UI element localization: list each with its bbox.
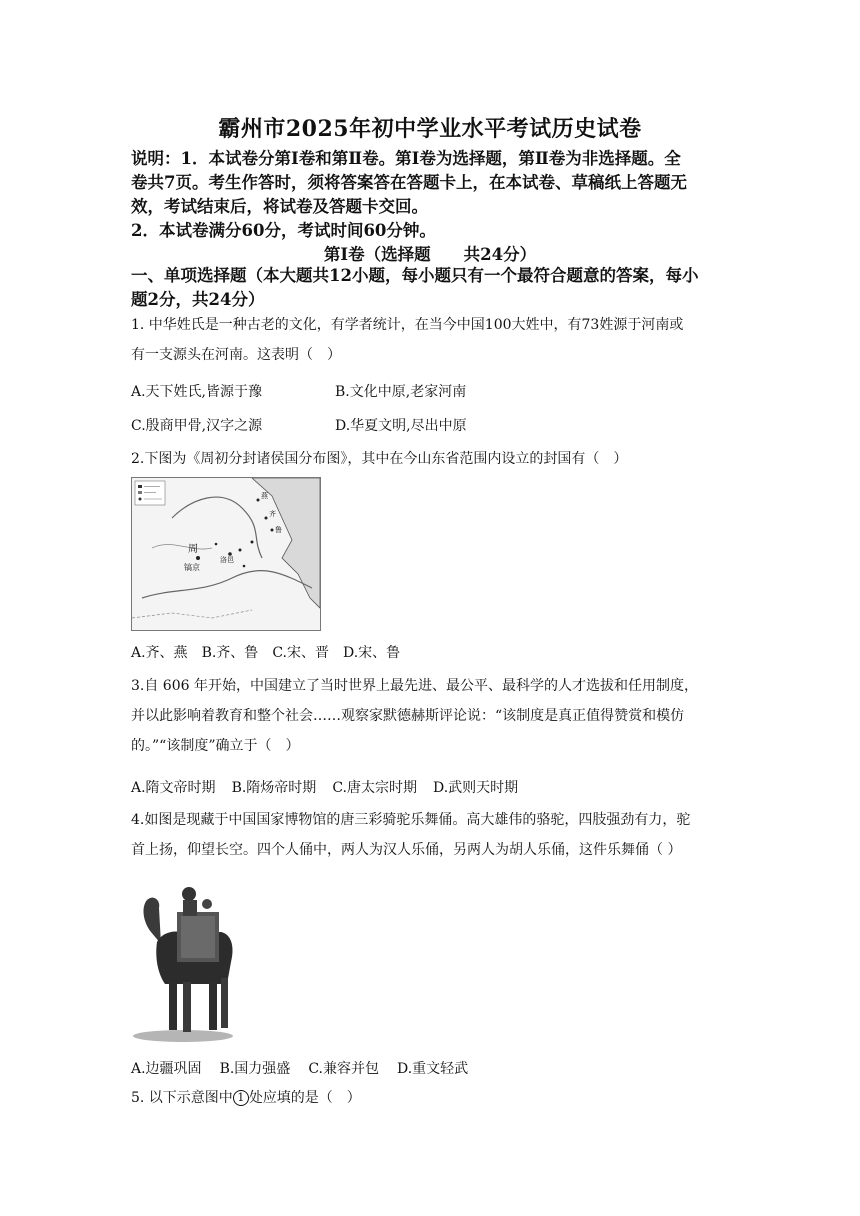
tang-sancai-camel-figure [131, 872, 243, 1044]
option-d[interactable]: D.重文轻武 [396, 1061, 469, 1077]
question-stem-text: 处应填的是（ ） [248, 1090, 361, 1106]
map-label-yan: 燕 [261, 492, 268, 500]
question-4-options [131, 1058, 468, 1078]
instruction-line: 2．本试卷满分60分，考试时间60分钟。 [131, 221, 436, 240]
option-c[interactable]: C.殷商甲骨,汉字之源 [131, 418, 263, 434]
question-stem-line: 1. 中华姓氏是一种古老的文化，有学者统计，在当今中国100大姓中，有73姓源于河南或 [131, 317, 684, 333]
option-c[interactable]: C.宋、晋 [272, 645, 329, 661]
question-3-options [131, 777, 518, 797]
option-c[interactable]: C.兼容并包 [308, 1061, 379, 1077]
camel-photo [131, 872, 243, 1044]
circled-number: 1 [233, 1090, 249, 1106]
option-d[interactable]: D.华夏文明,尽出中原 [335, 418, 467, 434]
option-d[interactable]: D.宋、鲁 [342, 645, 401, 661]
map-label-haojing: 镐京 [184, 563, 200, 572]
option-a[interactable]: A.隋文帝时期 [131, 780, 216, 796]
question-stem-line: 3.自 606 年开始，中国建立了当时世界上最先进、最公平、最科学的人才选拔和任用制度， [131, 678, 698, 694]
question-stem-line [131, 1083, 731, 1113]
part-title [131, 264, 731, 312]
question-stem-line: 2.下图为《周初分封诸侯国分布图》，其中在今山东省范围内设立的封国有（ ） [131, 451, 628, 467]
exam-instructions [131, 147, 731, 243]
option-a[interactable]: A.齐、燕 [131, 645, 188, 661]
section-title: 第Ⅰ卷（选择题 共24分） [323, 245, 537, 264]
option-c[interactable]: C.唐太宗时期 [332, 780, 417, 796]
question-2-options [131, 642, 400, 662]
map-label-lu: 鲁 [275, 526, 282, 534]
part-title-line: 一、单项选择题（本大题共12小题，每小题只有一个最符合题意的答案，每小 [131, 266, 699, 285]
question-stem-line: 有一支源头在河南。这表明（ ） [131, 347, 341, 363]
question-1-options-row-1 [131, 381, 466, 401]
option-b[interactable]: B.齐、鲁 [201, 645, 259, 661]
instruction-line: 说明：1．本试卷分第Ⅰ卷和第Ⅱ卷。第Ⅰ卷为选择题，第Ⅱ卷为非选择题。全 [131, 149, 681, 168]
question-stem-line: 4.如图是现藏于中国国家博物馆的唐三彩骑驼乐舞俑。高大雄伟的骆驼，四肢强劲有力，驼 [131, 812, 691, 828]
zhou-fiefdom-map [131, 477, 321, 631]
map-label-luoyi: 洛邑 [220, 556, 234, 564]
option-b[interactable]: B.国力强盛 [219, 1061, 291, 1077]
option-a[interactable]: A.天下姓氏,皆源于豫 [131, 384, 263, 400]
question-stem-text: 5. 以下示意图中 [131, 1090, 233, 1106]
map-label-zhou: 周 [188, 544, 198, 555]
question-5 [131, 1083, 731, 1113]
instruction-line: 卷共7页。考生作答时，须将答案答在答题卡上，在本试卷、草稿纸上答题无 [131, 173, 687, 192]
instruction-line: 效，考试结束后，将试卷及答题卡交回。 [131, 197, 428, 216]
question-1-options-row-2 [131, 415, 467, 435]
question-1 [131, 310, 731, 370]
part-title-line: 题2分，共24分） [131, 290, 265, 309]
option-b[interactable]: B.文化中原,老家河南 [335, 384, 467, 400]
question-stem-line: 并以此影响着教育和整个社会……观察家默德赫斯评论说：“该制度是真正值得赞赏和模仿 [131, 708, 685, 724]
map-label-qi: 齐 [269, 510, 276, 518]
question-2 [131, 444, 731, 474]
map-drawing [132, 478, 320, 630]
option-a[interactable]: A.边疆巩固 [131, 1061, 202, 1077]
question-3 [131, 671, 731, 761]
question-4 [131, 805, 731, 865]
question-stem-line: 的。”“该制度”确立于（ ） [131, 738, 300, 754]
option-b[interactable]: B.隋炀帝时期 [231, 780, 317, 796]
question-stem-line: 首上扬，仰望长空。四个人俑中，两人为汉人乐俑，另两人为胡人乐俑，这件乐舞俑（ ） [131, 842, 682, 858]
option-d[interactable]: D.武则天时期 [432, 780, 519, 796]
exam-title: 霸州市2025年初中学业水平考试历史试卷 [218, 116, 642, 142]
